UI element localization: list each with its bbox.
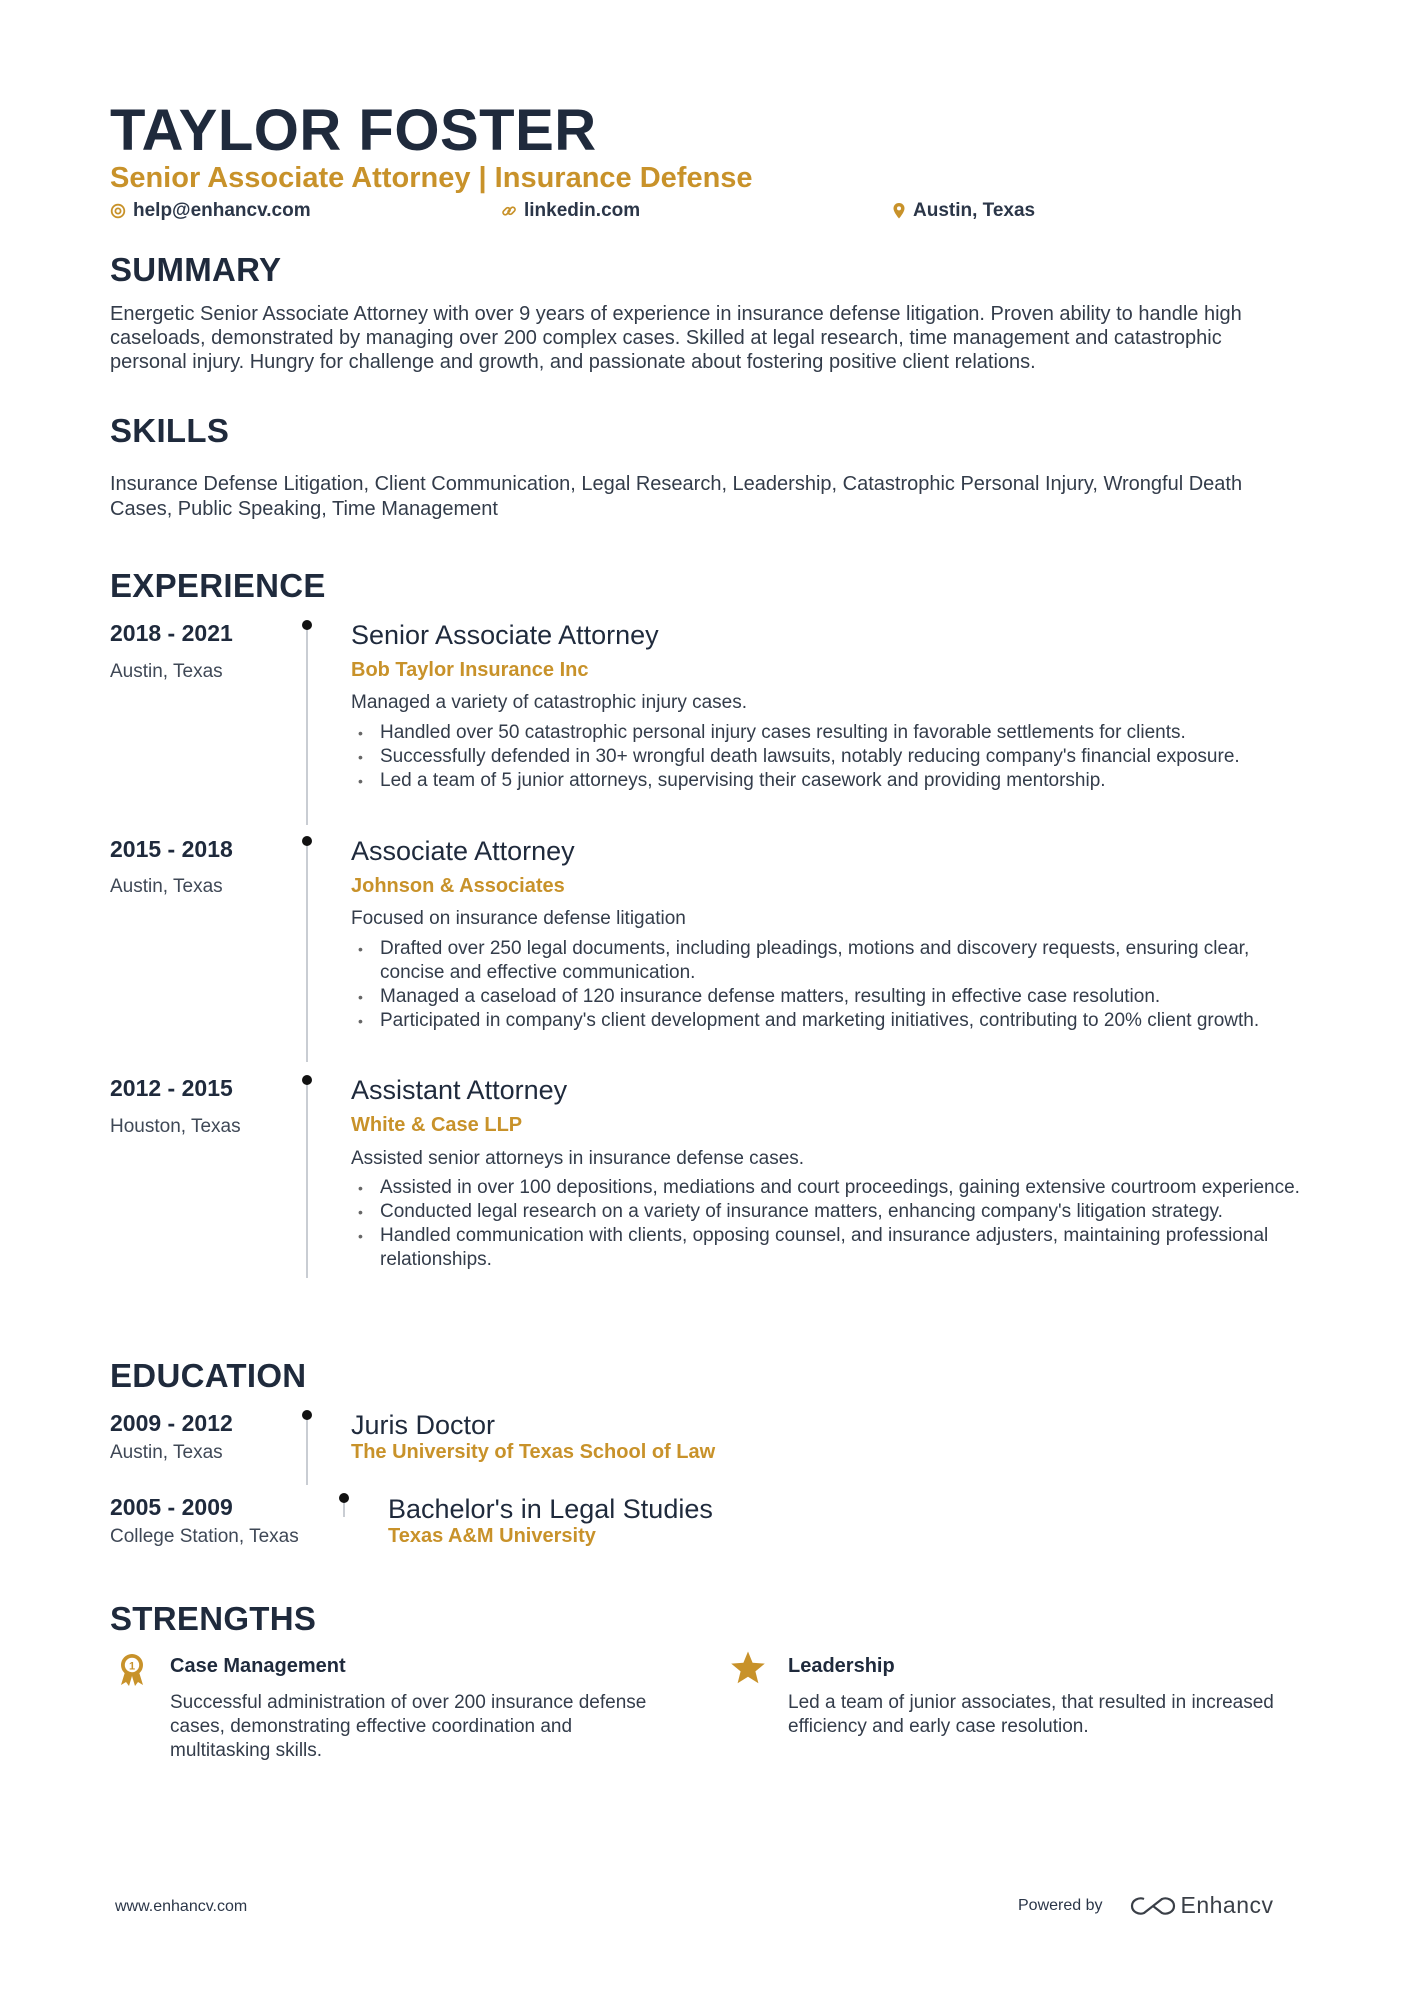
timeline-dot bbox=[339, 1493, 349, 1503]
skills-heading: SKILLS bbox=[110, 412, 230, 449]
exp-company: White & Case LLP bbox=[351, 1114, 523, 1136]
exp-location: Austin, Texas bbox=[110, 876, 223, 897]
strengths-heading: STRENGTHS bbox=[110, 1600, 317, 1637]
timeline-line bbox=[306, 1415, 308, 1485]
strength-title: Leadership bbox=[788, 1655, 895, 1677]
location-pin-icon bbox=[892, 202, 906, 220]
exp-company: Johnson & Associates bbox=[351, 875, 565, 897]
edu-period: 2009 - 2012 bbox=[110, 1410, 233, 1436]
skills-text: Insurance Defense Litigation, Client Communication, Legal Research, Leadership, Catastrophic Personal Injury, Wrongful Death Cases, Public Speaking, Time Management bbox=[110, 473, 1243, 520]
powered-by-label: Powered by bbox=[1018, 1896, 1103, 1914]
list-item: • Successfully defended in 30+ wrongful death lawsuits, notably reducing company's financial exposure. bbox=[351, 745, 1301, 769]
list-item: • Led a team of 5 junior attorneys, supervising their casework and providing mentorship. bbox=[351, 769, 1301, 793]
award-medal-icon bbox=[115, 1652, 149, 1688]
linkedin-text: linkedin.com bbox=[524, 200, 641, 221]
list-item: • Assisted in over 100 depositions, mediations and court proceedings, gaining extensive courtroom experience. bbox=[351, 1176, 1301, 1200]
exp-period: 2012 - 2015 bbox=[110, 1075, 233, 1101]
exp-bullets bbox=[351, 937, 1301, 1033]
experience-heading: EXPERIENCE bbox=[110, 567, 326, 604]
exp-role: Assistant Attorney bbox=[351, 1075, 568, 1105]
edu-school: The University of Texas School of Law bbox=[351, 1441, 716, 1463]
summary-heading: SUMMARY bbox=[110, 251, 282, 288]
exp-bullets bbox=[351, 721, 1301, 793]
contact-email[interactable] bbox=[110, 200, 311, 222]
strength-description: Successful administration of over 200 insurance defense cases, demonstrating effective coordination and multitasking skills. bbox=[170, 1692, 647, 1761]
timeline-dot bbox=[302, 620, 312, 630]
exp-period: 2018 - 2021 bbox=[110, 620, 233, 646]
list-item: • Managed a caseload of 120 insurance defense matters, resulting in effective case resolution. bbox=[351, 985, 1301, 1009]
exp-role: Associate Attorney bbox=[351, 836, 575, 866]
at-icon bbox=[110, 203, 126, 219]
strength-description: Led a team of junior associates, that resulted in increased efficiency and early case resolution. bbox=[788, 1692, 1274, 1737]
link-icon bbox=[501, 203, 517, 219]
exp-location: Houston, Texas bbox=[110, 1116, 241, 1137]
edu-degree: Juris Doctor bbox=[351, 1410, 496, 1440]
exp-period: 2015 - 2018 bbox=[110, 836, 233, 862]
exp-description: Managed a variety of catastrophic injury cases. bbox=[351, 692, 748, 713]
timeline-dot bbox=[302, 1075, 312, 1085]
candidate-name: TAYLOR FOSTER bbox=[110, 98, 597, 163]
exp-description: Focused on insurance defense litigation bbox=[351, 908, 686, 929]
timeline-dot bbox=[302, 836, 312, 846]
exp-bullets bbox=[351, 1176, 1301, 1272]
star-icon bbox=[729, 1650, 767, 1686]
exp-location: Austin, Texas bbox=[110, 661, 223, 682]
exp-role: Senior Associate Attorney bbox=[351, 620, 659, 650]
list-item: • Conducted legal research on a variety of insurance matters, enhancing company's litigation strategy. bbox=[351, 1200, 1301, 1224]
email-text: help@enhancv.com bbox=[133, 200, 311, 221]
list-item: • Participated in company's client development and marketing initiatives, contributing to 20% client growth. bbox=[351, 1009, 1301, 1033]
exp-company: Bob Taylor Insurance Inc bbox=[351, 659, 589, 681]
edu-period: 2005 - 2009 bbox=[110, 1494, 233, 1520]
list-item: • Drafted over 250 legal documents, including pleadings, motions and discovery requests, ensuring clear, concise and effective communication. bbox=[351, 937, 1301, 985]
exp-description: Assisted senior attorneys in insurance defense cases. bbox=[351, 1148, 805, 1169]
footer-website[interactable]: www.enhancv.com bbox=[115, 1898, 248, 1915]
list-item: • Handled communication with clients, opposing counsel, and insurance adjusters, maintaining professional relationships. bbox=[351, 1224, 1301, 1272]
timeline-line bbox=[306, 625, 308, 825]
brand-name: Enhancv bbox=[1180, 1892, 1274, 1918]
timeline-line bbox=[306, 1078, 308, 1278]
candidate-title: Senior Associate Attorney | Insurance Defense bbox=[110, 162, 753, 194]
enhancv-logo-icon bbox=[1129, 1893, 1177, 1919]
svg-text:1: 1 bbox=[128, 1660, 136, 1673]
edu-school: Texas A&M University bbox=[388, 1525, 596, 1547]
location-text: Austin, Texas bbox=[913, 200, 1036, 221]
list-item: • Handled over 50 catastrophic personal injury cases resulting in favorable settlements for clients. bbox=[351, 721, 1301, 745]
contact-linkedin[interactable] bbox=[501, 200, 640, 222]
contact-location bbox=[892, 200, 1035, 222]
edu-location: College Station, Texas bbox=[110, 1526, 299, 1547]
summary-text: Energetic Senior Associate Attorney with over 9 years of experience in insurance defense litigation. Proven ability to handle high caseloads, demonstrated by managing over 200 complex cases. Skilled at legal research, time management and catastrophic personal injury. Hungry for challenge and growth, and passionate about fostering positive client relations. bbox=[110, 303, 1242, 373]
strength-title: Case Management bbox=[170, 1655, 346, 1677]
powered-by[interactable] bbox=[1018, 1892, 1274, 1919]
education-heading: EDUCATION bbox=[110, 1357, 307, 1394]
edu-location: Austin, Texas bbox=[110, 1442, 223, 1463]
edu-degree: Bachelor's in Legal Studies bbox=[388, 1494, 713, 1524]
timeline-line bbox=[306, 840, 308, 1062]
timeline-dot bbox=[302, 1410, 312, 1420]
